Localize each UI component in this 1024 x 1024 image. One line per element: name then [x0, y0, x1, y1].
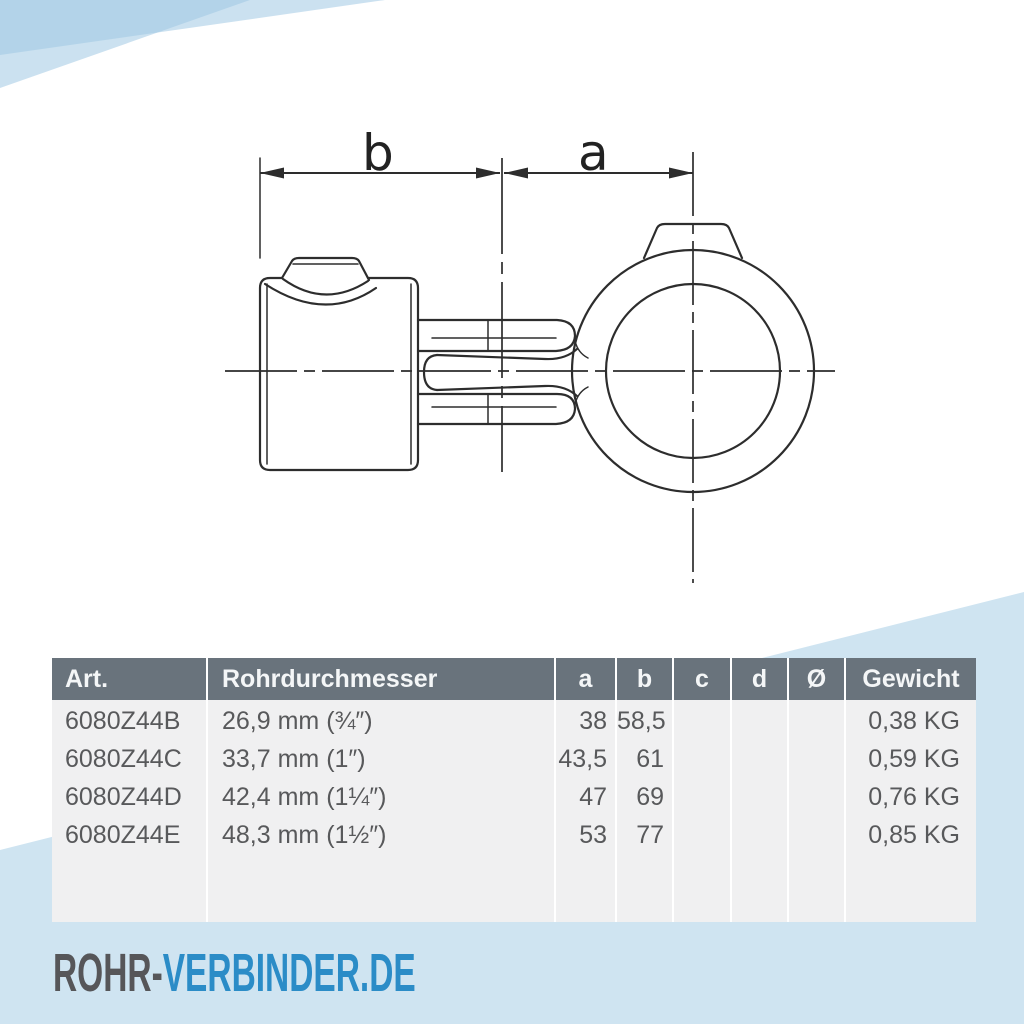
cell-d [732, 702, 787, 740]
fork-lower-band [418, 387, 588, 424]
cell-weight: 0,38 KG [868, 707, 960, 735]
cell-weight: 0,85 KG [868, 821, 960, 849]
centerlines [225, 152, 835, 583]
cell-size: 26,9 mm (¾″) [222, 707, 373, 735]
column-size [208, 700, 556, 922]
fork-upper-band [418, 320, 588, 358]
cell-diameter [789, 702, 844, 740]
cell-diameter [789, 740, 844, 778]
cell-art: 6080Z44D [65, 783, 182, 811]
header-c: c [674, 658, 732, 700]
cell-size: 42,4 mm (1¼″) [222, 783, 387, 811]
cell-art: 6080Z44B [65, 707, 181, 735]
sleeve-outline [260, 278, 418, 470]
table-header-row [52, 658, 976, 700]
cell-weight: 0,59 KG [868, 745, 960, 773]
header-size: Rohrdurchmesser [208, 658, 556, 700]
cell-weight: 0,76 KG [868, 783, 960, 811]
cell-size: 33,7 mm (1″) [222, 745, 366, 773]
cell-b: 69 [636, 783, 664, 811]
dimension-b [260, 124, 500, 258]
column-diameter [789, 700, 846, 922]
pivot-tongue [424, 349, 577, 396]
header-diameter: Ø [789, 658, 846, 700]
cell-a: 47 [579, 783, 607, 811]
cell-size: 48,3 mm (1½″) [222, 821, 387, 849]
cell-art: 6080Z44E [65, 821, 181, 849]
cell-c [674, 740, 730, 778]
cell-d [732, 740, 787, 778]
cell-diameter [789, 778, 844, 816]
header-art: Art. [52, 658, 208, 700]
cell-a: 53 [579, 821, 607, 849]
column-a [556, 700, 617, 922]
cell-c [674, 816, 730, 854]
cell-art: 6080Z44C [65, 745, 182, 773]
spec-table [52, 658, 976, 922]
header-a: a [556, 658, 617, 700]
header-weight: Gewicht [846, 658, 976, 700]
cell-d [732, 816, 787, 854]
logo-part-gray: ROHR- [53, 943, 163, 1003]
column-art [52, 700, 208, 922]
cell-b: 61 [636, 745, 664, 773]
logo-part-blue: VERBINDER.DE [162, 943, 416, 1003]
dim-label-a: a [578, 124, 609, 182]
socket-saddle [265, 258, 376, 305]
cell-c [674, 778, 730, 816]
header-b: b [617, 658, 674, 700]
site-logo [53, 943, 416, 1003]
dimension-a [504, 124, 693, 182]
header-d: d [732, 658, 789, 700]
column-d [732, 700, 789, 922]
cell-d [732, 778, 787, 816]
cell-a: 43,5 [558, 745, 607, 773]
corner-decoration-top-left [0, 0, 385, 88]
cell-b: 58,5 [617, 707, 666, 735]
column-c [674, 700, 732, 922]
column-weight [846, 700, 976, 922]
cell-c [674, 702, 730, 740]
column-b [617, 700, 674, 922]
table-body [52, 700, 976, 922]
dim-label-b: b [362, 124, 394, 182]
cell-a: 38 [579, 707, 607, 735]
cell-diameter [789, 816, 844, 854]
cell-b: 77 [636, 821, 664, 849]
